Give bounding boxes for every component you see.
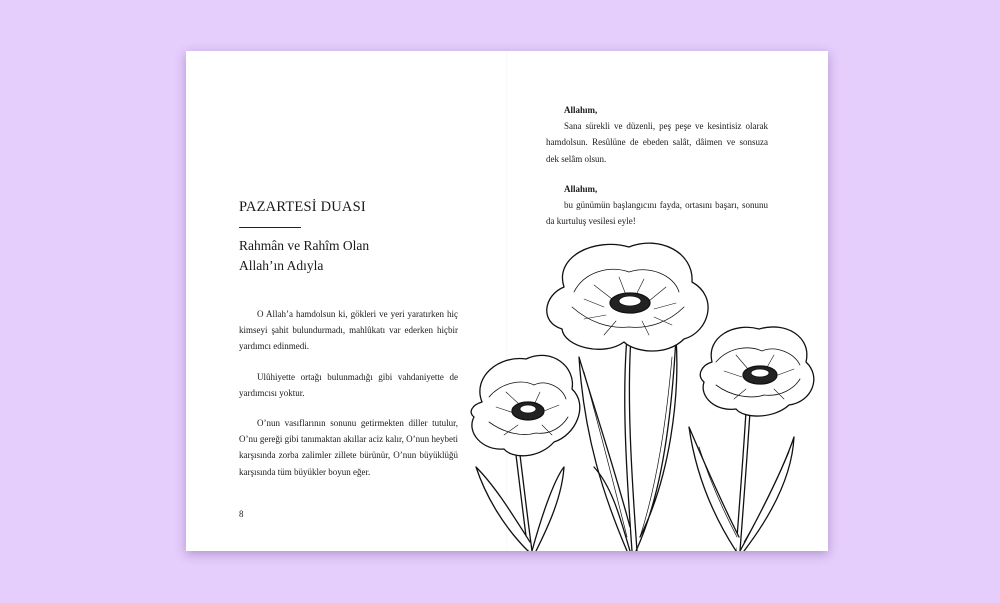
subtitle-line-1: Rahmân ve Rahîm Olan bbox=[239, 238, 370, 253]
page-number-left: 8 bbox=[239, 509, 244, 519]
title-divider bbox=[239, 227, 301, 228]
paragraph: O’nun vasıflarının sonunu getirmekten diller tutulur, O’nu gereği gibi tanımaktan akıllar aciz kalır, O’nun heybeti karşısında zorba zalimler zillete bürünür, O’nun büyüklüğü karşısında tüm büyükler boyun eğer. bbox=[239, 418, 458, 477]
poppy-center bbox=[547, 243, 708, 351]
poppy-left bbox=[471, 355, 580, 455]
page-subtitle bbox=[239, 236, 369, 276]
right-body-text bbox=[546, 102, 768, 243]
poppy-flowers-illustration bbox=[444, 237, 828, 551]
book-spread bbox=[186, 51, 828, 551]
prayer-text: bu günümün başlangıcını fayda, ortasını başarı, sonunu da kurtuluş vesilesi eyle! bbox=[546, 200, 768, 227]
poppy-right bbox=[700, 327, 814, 416]
prayer-text: Sana sürekli ve düzenli, peş peşe ve kesintisiz olarak hamdolsun. Resûlüne de ebeden salât, dâimen ve sonsuza dek selâm olsun. bbox=[546, 121, 768, 164]
paragraph: O Allah’a hamdolsun ki, gökleri ve yeri yaratırken hiç kimseyi şahit bulundurmadı, mahlûkatı var ederken hiçbir yardımcı edinmedi. bbox=[239, 309, 458, 352]
stem bbox=[629, 337, 637, 551]
left-body-text bbox=[239, 306, 458, 494]
paragraph: Ulûhiyette ortağı bulunmadığı gibi vahdaniyette de yardımcısı yoktur. bbox=[239, 371, 458, 398]
subtitle-line-2: Allah’ın Adıyla bbox=[239, 258, 324, 273]
page-title: PAZARTESİ DUASI bbox=[239, 199, 366, 215]
prayer-heading: Allahım, bbox=[564, 183, 598, 194]
prayer-heading: Allahım, bbox=[564, 105, 598, 115]
